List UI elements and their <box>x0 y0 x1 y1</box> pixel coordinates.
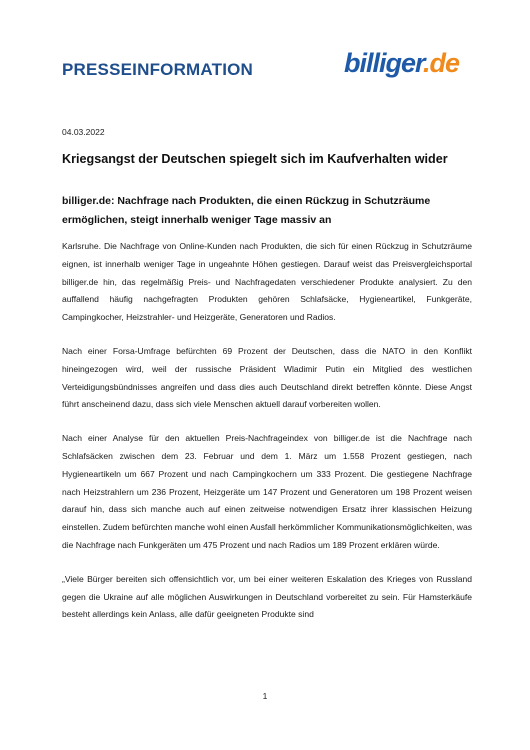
logo-text-billiger: billiger <box>344 48 424 78</box>
release-date: 04.03.2022 <box>62 127 105 137</box>
headline: Kriegsangst der Deutschen spiegelt sich im Kaufverhalten wider <box>62 152 448 166</box>
billiger-de-logo <box>344 50 459 77</box>
logo-text-de: .de <box>423 48 460 78</box>
page-number: 1 <box>262 691 268 701</box>
paragraph: Nach einer Analyse für den aktuellen Preis-Nachfrageindex von billiger.de ist die Nachfrage nach Schlafsäcken zwischen dem 23. Februar und dem 1. März um 1.558 Prozent gestiegen, nach Hygieneartikeln um 667 Prozent und nach Campingkochern um 333 Prozent. Die gestiegene Nachfrage nach Heizstrahlern um 236 Prozent, Heizgeräte um 147 Prozent und Generatoren um 198 Prozent weisen darauf hin, dass sich manche auch auf einen zeitweise notwendigen Ersatz ihrer klassischen Heizung einstellen. Zudem befürchten manche wohl einen Ausfall herkömmlicher Kommunikationsmöglichkeiten, was die Nachfrage nach Funkgeräten um 475 Prozent und nach Radios um 189 Prozent erklären würde. <box>62 433 472 550</box>
body-text <box>62 238 472 640</box>
paragraph: „Viele Bürger bereiten sich offensichtlich vor, um bei einer weiteren Eskalation des Krieges von Russland gegen die Ukraine auf alle möglichen Auswirkungen in Deutschland vorbereitet zu sein. Für Hamsterkäufe besteht allerdings kein Anlass, alle dafür geeigneten Produkte sind <box>62 573 472 620</box>
subheadline: billiger.de: Nachfrage nach Produkten, die einen Rückzug in Schutzräume ermöglichen, steigt innerhalb weniger Tage massiv an <box>62 195 431 226</box>
press-release-heading: PRESSEINFORMATION <box>62 60 254 79</box>
paragraph: Nach einer Forsa-Umfrage befürchten 69 Prozent der Deutschen, dass die NATO in den Konflikt hineingezogen wird, weil der russische Präsident Wladimir Putin ein Mitglied des westlichen Verteidigungsbündnisses angreifen und dass dies auch Deutschland direkt betreffen könnte. Diese Angst führt anscheinend dazu, dass sich viele Menschen aktuell darauf vorbereiten wollen. <box>62 345 472 410</box>
paragraph: Karlsruhe. Die Nachfrage von Online-Kunden nach Produkten, die sich für einen Rückzug in Schutzräume eignen, ist innerhalb weniger Tage in ungeahnte Höhen gestiegen. Darauf weist das Preisvergleichsportal billiger.de hin, das regelmäßig Preis- und Nachfragedaten verschiedener Produkte analysiert. Zu den auffallend häufig nachgefragten Produkten gehören Schlafsäcke, Hygieneartikel, Funkgeräte, Campingkocher, Heizstrahler- und Heizgeräte, Generatoren und Radios. <box>62 241 472 323</box>
